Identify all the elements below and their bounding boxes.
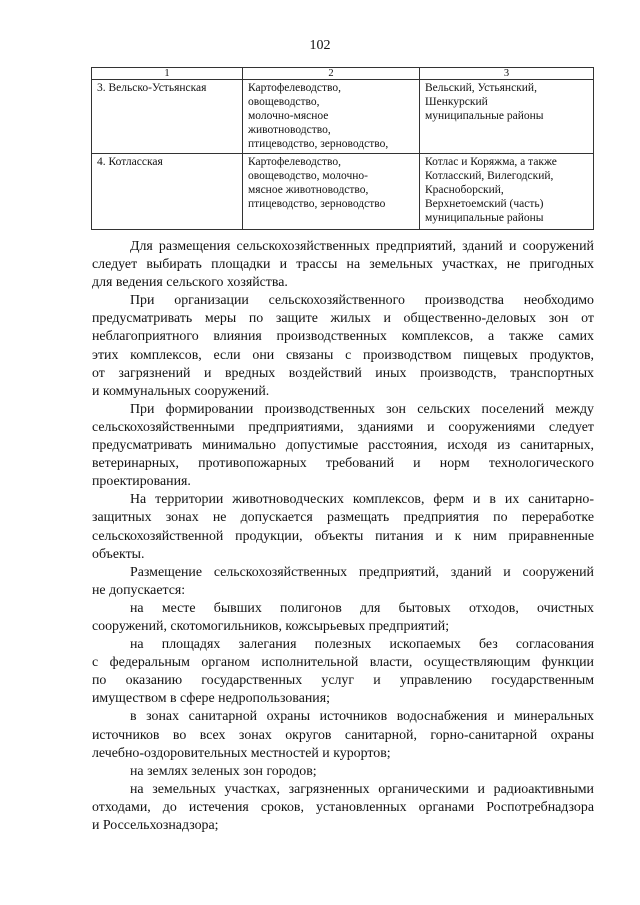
paragraph — [92, 708, 594, 762]
paragraph — [92, 401, 594, 491]
cell-line: птицеводство, зерноводство — [248, 198, 386, 210]
text-line: ветеринарных, противопожарных требований и норм технологического — [92, 456, 594, 472]
specialization-cell — [243, 80, 420, 154]
text-line: не допускается: — [92, 582, 186, 598]
text-line: неблагоприятного влияния производственных комплексов, а также самих — [92, 329, 594, 345]
cell-line: 3. Вельско-Устьянская — [97, 82, 207, 94]
text-line: лечебно-оздоровительных местностей и курортов; — [92, 745, 391, 761]
text-line: по оказанию государственных услуг и управлению государственным — [92, 673, 594, 689]
text-line: на земельных участках, загрязненных органическими и радиоактивными — [130, 781, 594, 797]
text-line: источников во всех зонах округов санитарной, горно-санитарной охраны — [92, 727, 594, 743]
text-line: следует выбирать площадки и трассы на земельных участках, не пригодных — [92, 257, 594, 273]
table-row — [92, 80, 594, 154]
table-header-cell: 1 — [92, 68, 243, 80]
text-line: отходами, до истечения сроков, установленных органами Роспотребнадзора — [92, 799, 594, 815]
cell-line: Котлас и Коряжма, а также — [425, 156, 557, 168]
text-line: сельскохозяйственными предприятиями, зданиями и сооружениями следует — [92, 419, 594, 435]
cell-line: Картофелеводство, — [248, 82, 341, 94]
cell-line: Котласский, Вилегодский, — [425, 170, 554, 182]
text-line: от загрязнений и вредных воздействий иных производств, транспортных — [92, 365, 594, 381]
table-header-cell: 3 — [420, 68, 594, 80]
table-header-cell: 2 — [243, 68, 420, 80]
cell-line: 4. Котласская — [97, 156, 163, 168]
text-line: Для размещения сельскохозяйственных предприятий, зданий и сооружений — [130, 239, 594, 254]
cell-line: молочно-мясное — [248, 110, 329, 122]
paragraph — [92, 564, 594, 600]
text-line: и Россельхознадзора; — [92, 818, 219, 833]
text-line: на месте бывших полигонов для бытовых отходов, очистных — [130, 600, 594, 616]
cell-line: Шенкурский — [425, 96, 488, 108]
text-line: с федеральным органом исполнительной власти, осуществляющим функции — [92, 655, 594, 671]
cell-line: животноводство, — [248, 124, 331, 136]
cell-line: Верхнетоемский (часть) — [425, 198, 544, 210]
text-line: имуществом в сфере недропользования; — [92, 691, 330, 707]
cell-line: муниципальные районы — [425, 110, 544, 122]
text-line: предусматривать меры по защите жилых и общественно-деловых зон от — [92, 311, 594, 327]
paragraph — [92, 238, 594, 292]
paragraph — [92, 600, 594, 636]
page-number: 102 — [309, 38, 331, 53]
text-line: и коммунальных сооружений. — [92, 383, 270, 399]
text-line: проектирования. — [92, 474, 191, 490]
specialization-cell — [243, 154, 420, 230]
text-line: На территории животноводческих комплексов, ферм и в их санитарно- — [130, 492, 594, 508]
cell-line: Красноборский, — [425, 184, 504, 196]
table-row — [92, 154, 594, 230]
body-text — [92, 238, 594, 835]
zone-cell — [92, 80, 243, 154]
text-line: При формировании производственных зон сельских поселений между — [130, 401, 594, 417]
districts-cell — [420, 154, 594, 230]
cell-line: мясное животноводство, — [248, 184, 369, 196]
text-line: сельскохозяйственной продукции, объекты питания и к ним приравненные — [92, 528, 594, 544]
text-line: этих комплексов, если они связаны с производством пищевых продуктов, — [92, 347, 594, 363]
cell-line: муниципальные районы — [425, 212, 544, 224]
zone-cell — [92, 154, 243, 230]
paragraph — [92, 781, 594, 835]
table-header-row — [92, 68, 594, 80]
text-line: предусматривать минимально допустимые расстояния, исходя из санитарных, — [92, 438, 594, 454]
text-line: в зонах санитарной охраны источников водоснабжения и минеральных — [130, 709, 594, 725]
paragraph — [92, 491, 594, 563]
text-line: Размещение сельскохозяйственных предприятий, зданий и сооружений — [130, 564, 594, 580]
text-line: для ведения сельского хозяйства. — [92, 275, 288, 291]
cell-line: Вельский, Устьянский, — [425, 82, 537, 94]
text-line: При организации сельскохозяйственного производства необходимо — [130, 293, 594, 309]
text-line: на землях зеленых зон городов; — [130, 763, 317, 779]
cell-line: овощеводство, — [248, 96, 320, 108]
paragraph — [92, 636, 594, 708]
text-line: защитных зонах не допускается размещать предприятия по переработке — [92, 510, 594, 526]
cell-line: Картофелеводство, — [248, 156, 341, 168]
zones-table — [91, 67, 594, 230]
text-line: сооружений, скотомогильников, кожсырьевых предприятий; — [92, 618, 450, 634]
text-line: на площадях залегания полезных ископаемых без согласования — [130, 637, 594, 653]
paragraph — [92, 292, 594, 401]
cell-line: овощеводство, молочно- — [248, 170, 368, 182]
districts-cell — [420, 80, 594, 154]
cell-line: птицеводство, зерноводство, — [248, 138, 389, 150]
paragraph — [92, 763, 594, 781]
text-line: объекты. — [92, 546, 145, 562]
